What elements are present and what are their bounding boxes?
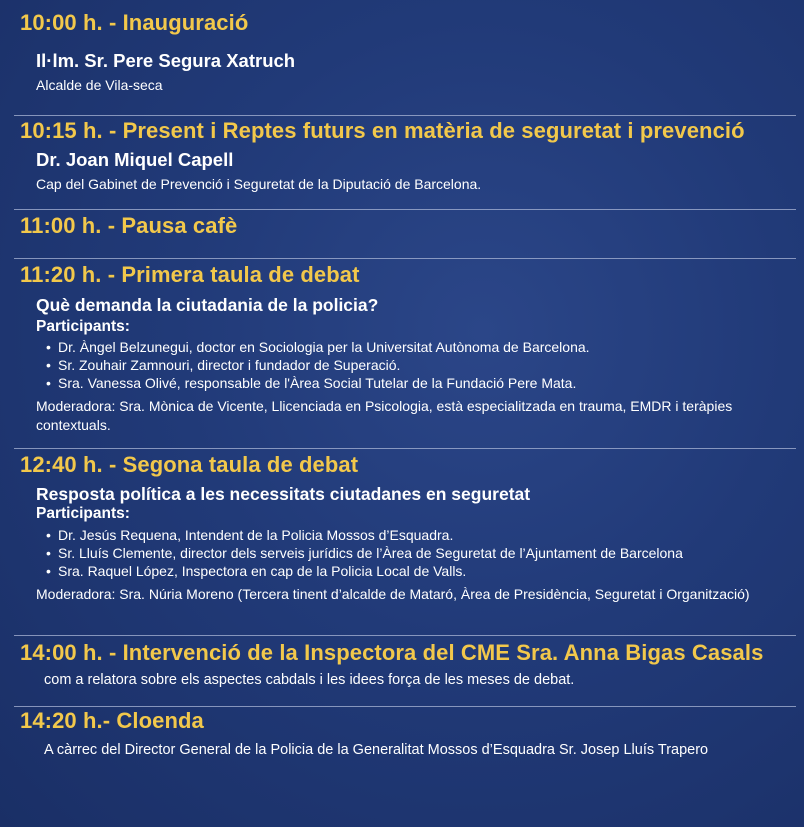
section-divider (14, 448, 796, 449)
session-description: A càrrec del Director General de la Policia de la Generalitat Mossos d’Esquadra Sr. Josep Lluís Trapero (44, 742, 709, 758)
participant-text: Sra. Vanessa Olivé, responsable de l'Àrea Social Tutelar de la Fundació Pere Mata. (58, 375, 577, 391)
participant-text: Sr. Lluís Clemente, director dels serveis jurídics de l’Àrea de Seguretat de l’Ajuntament de Barcelona (58, 545, 683, 561)
session-title-pausa-cafe: 11:00 h. - Pausa cafè (20, 213, 238, 238)
participant-item: • Dr. Jesús Requena, Intendent de la Policia Mossos d’Esquadra. (46, 527, 454, 543)
speaker-role: Cap del Gabinet de Prevenció i Seguretat de la Diputació de Barcelona. (36, 176, 482, 192)
participant-item: • Sr. Zouhair Zamnouri, director i fundador de Superació. (46, 357, 401, 373)
session-title-intervencio: 14:00 h. - Intervenció de la Inspectora del CME Sra. Anna Bigas Casals (20, 640, 764, 665)
session-title-inauguracio: 10:00 h. - Inauguració (20, 10, 249, 35)
section-divider (14, 635, 796, 636)
participant-text: Dr. Jesús Requena, Intendent de la Policia Mossos d’Esquadra. (58, 527, 454, 543)
section-divider (14, 258, 796, 259)
participant-text: Dr. Àngel Belzunegui, doctor en Sociologia per la Universitat Autònoma de Barcelona. (58, 339, 590, 355)
speaker-name: Dr. Joan Miquel Capell (36, 149, 234, 170)
session-title-cloenda: 14:20 h.- Cloenda (20, 708, 204, 733)
section-divider (14, 209, 796, 210)
participant-item: • Dr. Àngel Belzunegui, doctor en Sociologia per la Universitat Autònoma de Barcelona. (46, 339, 590, 355)
participant-item: • Sr. Lluís Clemente, director dels serveis jurídics de l’Àrea de Seguretat de l’Ajuntament de Barcelona (46, 545, 683, 561)
debate-topic: Què demanda la ciutadania de la policia? (36, 295, 379, 315)
moderator-text: Moderadora: Sra. Núria Moreno (Tercera tinent d’alcalde de Mataró, Àrea de Presidència, Seguretat i Organització) (36, 586, 750, 602)
session-title-primera-taula: 11:20 h. - Primera taula de debat (20, 262, 360, 287)
speaker-name: Il·lm. Sr. Pere Segura Xatruch (36, 50, 296, 71)
debate-topic: Resposta política a les necessitats ciutadanes en seguretat (36, 484, 531, 504)
participants-label: Participants: (36, 318, 130, 335)
session-description: com a relatora sobre els aspectes cabdals i les idees força de les meses de debat. (44, 672, 575, 688)
session-title-segona-taula: 12:40 h. - Segona taula de debat (20, 452, 359, 477)
session-title-present-reptes: 10:15 h. - Present i Reptes futurs en matèria de seguretat i prevenció (20, 118, 745, 143)
section-divider (14, 115, 796, 116)
participant-item: • Sra. Raquel López, Inspectora en cap de la Policia Local de Valls. (46, 563, 467, 579)
speaker-role: Alcalde de Vila-seca (36, 77, 163, 93)
section-divider (14, 706, 796, 707)
participants-label: Participants: (36, 505, 130, 522)
moderator-text: Moderadora: Sra. Mònica de Vicente, Llicenciada en Psicologia, està especialitzada en trauma, EMDR i teràpies contextuals. (36, 398, 733, 433)
participant-text: Sra. Raquel López, Inspectora en cap de la Policia Local de Valls. (58, 563, 467, 579)
participant-item: • Sra. Vanessa Olivé, responsable de l'Àrea Social Tutelar de la Fundació Pere Mata. (46, 375, 577, 391)
participant-text: Sr. Zouhair Zamnouri, director i fundador de Superació. (58, 357, 401, 373)
